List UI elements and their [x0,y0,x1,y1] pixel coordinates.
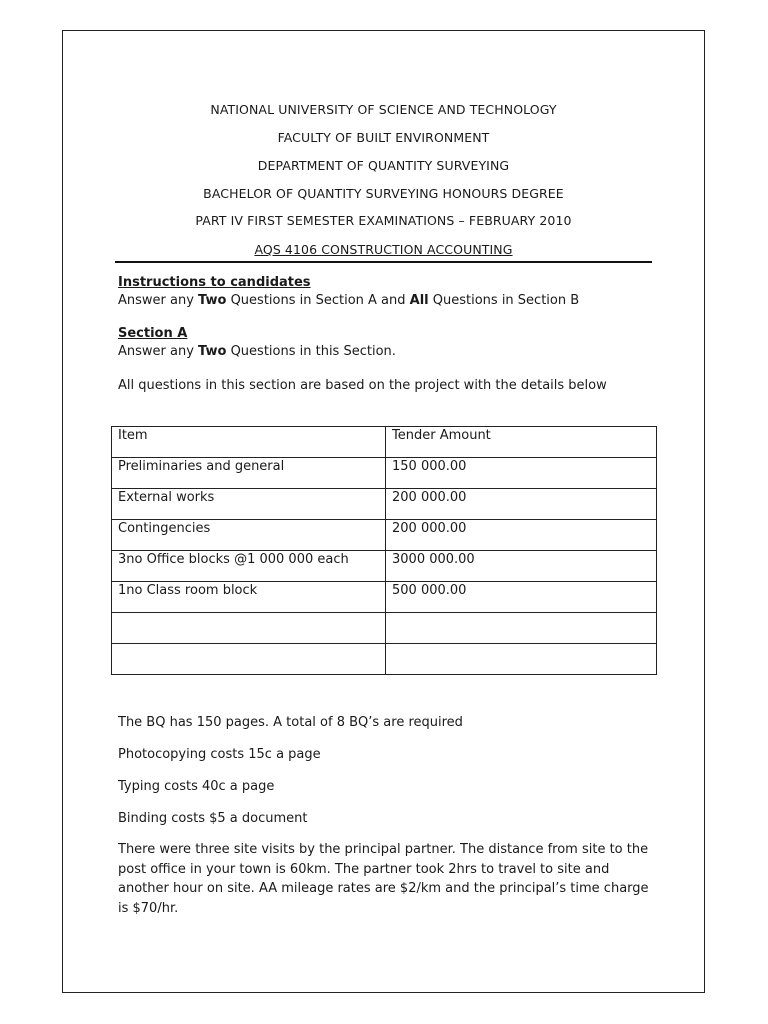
table-cell-item: 1no Class room block [112,582,386,613]
bq-detail: The BQ has 150 pages. A total of 8 BQ’s are required [118,715,463,730]
site-visits-paragraph: There were three site visits by the principal partner. The distance from site to the post office in your town is 60km. The partner took 2hrs to travel to site and another hour on site. AA mileage rates are $2/km and the principal’s time charge is $70/hr. [118,842,649,917]
tender-table [111,426,657,675]
table-cell-amount: 200 000.00 [386,520,657,551]
table-header-row [112,427,657,458]
table-cell-item [112,613,386,644]
department-title: DEPARTMENT OF QUANTITY SURVEYING [257,158,510,173]
table-cell-item: Preliminaries and general [112,458,386,489]
instructions-heading: Instructions to candidates [118,275,311,290]
instructions-text: Answer any Two Questions in Section A and All Questions in Section B [118,293,580,308]
table-cell-item: 3no Office blocks @1 000 000 each [112,551,386,582]
table-row [112,489,657,520]
table-cell-amount: 150 000.00 [386,458,657,489]
typing-detail: Typing costs 40c a page [118,779,275,794]
table-row-empty [112,644,657,675]
table-cell-item: External works [112,489,386,520]
table-cell-item: Contingencies [112,520,386,551]
university-title: NATIONAL UNIVERSITY OF SCIENCE AND TECHNOLOGY [210,102,557,117]
exam-title: PART IV FIRST SEMESTER EXAMINATIONS – FEBRUARY 2010 [195,213,572,228]
faculty-title: FACULTY OF BUILT ENVIRONMENT [277,130,490,145]
section-a-heading: Section A [118,326,188,341]
table-cell-amount: 3000 000.00 [386,551,657,582]
photocopy-detail: Photocopying costs 15c a page [118,747,321,762]
table-cell-amount [386,644,657,675]
section-a-intro: All questions in this section are based on the project with the details below [118,378,607,393]
table-row [112,520,657,551]
table-cell-amount: 500 000.00 [386,582,657,613]
table-cell-item [112,644,386,675]
table-cell-amount: 200 000.00 [386,489,657,520]
degree-title: BACHELOR OF QUANTITY SURVEYING HONOURS DEGREE [203,186,564,201]
section-a-instruction: Answer any Two Questions in this Section. [118,344,396,359]
table-row [112,582,657,613]
header-divider [115,261,652,263]
table-header-amount: Tender Amount [386,427,657,458]
table-header-item: Item [112,427,386,458]
table-row-empty [112,613,657,644]
course-title: AQS 4106 CONSTRUCTION ACCOUNTING [254,242,513,257]
table-cell-amount [386,613,657,644]
table-row [112,458,657,489]
table-row [112,551,657,582]
binding-detail: Binding costs $5 a document [118,811,308,826]
